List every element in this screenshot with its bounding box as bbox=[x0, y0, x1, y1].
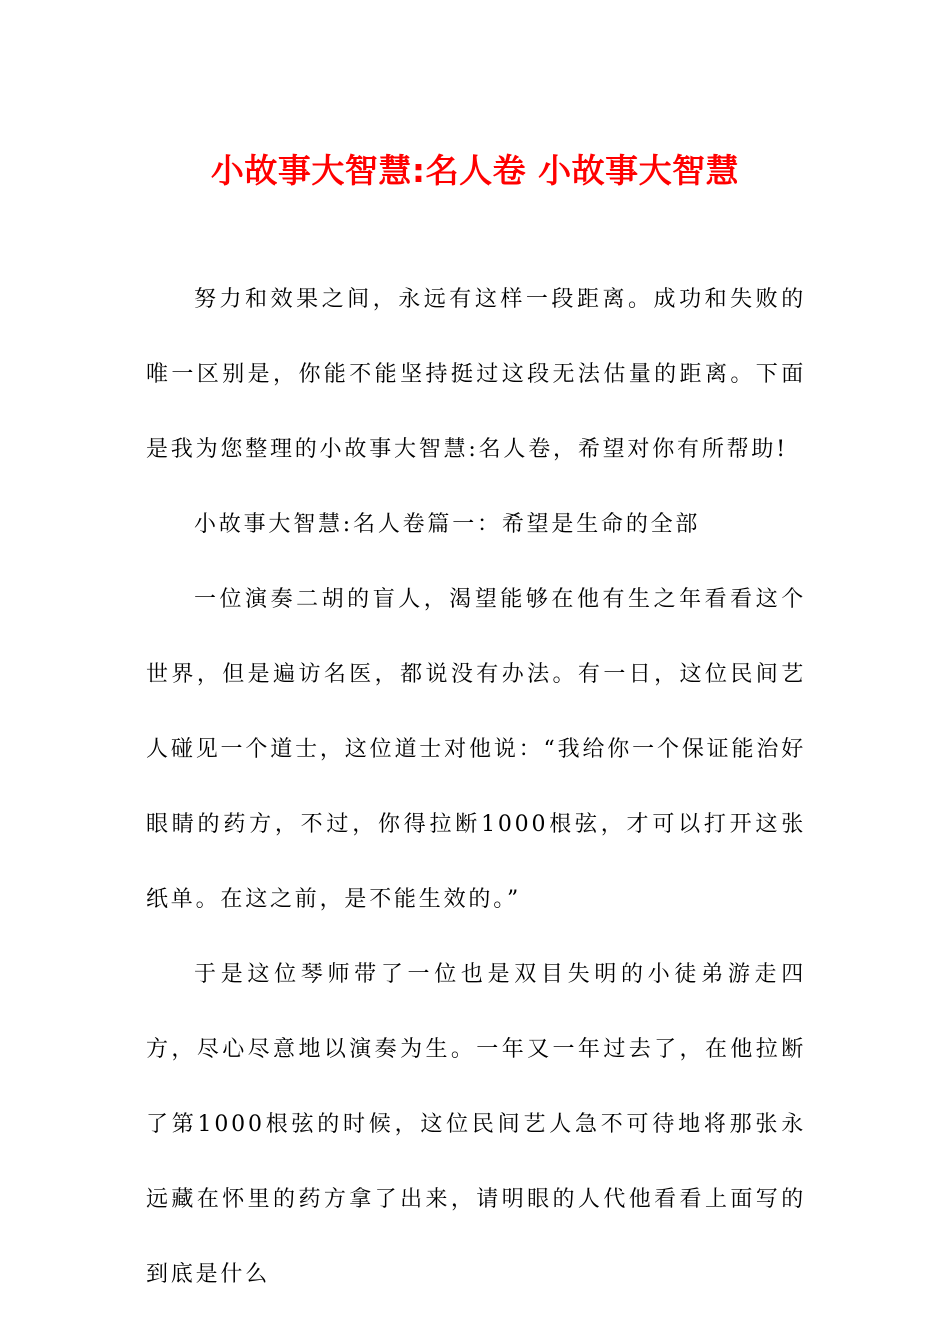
document-body bbox=[146, 262, 806, 1312]
paragraph-story-2: 于是这位琴师带了一位也是双目失明的小徒弟游走四方，尽心尽意地以演奏为生。一年又一年过去了，在他拉断了第1000根弦的时候，这位民间艺人急不可待地将那张永远藏在怀里的药方拿了出来，请明眼的人代他看看上面写的到底是什么 bbox=[146, 962, 806, 1287]
paragraph-intro: 努力和效果之间，永远有这样一段距离。成功和失败的唯一区别是，你能不能坚持挺过这段无法估量的距离。下面是我为您整理的小故事大智慧:名人卷，希望对你有所帮助! bbox=[146, 287, 806, 462]
paragraph-story-1: 一位演奏二胡的盲人，渴望能够在他有生之年看看这个世界，但是遍访名医，都说没有办法。有一日，这位民间艺人碰见一个道士，这位道士对他说：“我给你一个保证能治好眼睛的药方，不过，你得拉断1000根弦，才可以打开这张纸单。在这之前，是不能生效的。” bbox=[146, 587, 806, 912]
document-title: 小故事大智慧:名人卷 小故事大智慧 bbox=[210, 151, 740, 190]
paragraph-section-heading: 小故事大智慧:名人卷篇一：希望是生命的全部 bbox=[194, 512, 701, 537]
